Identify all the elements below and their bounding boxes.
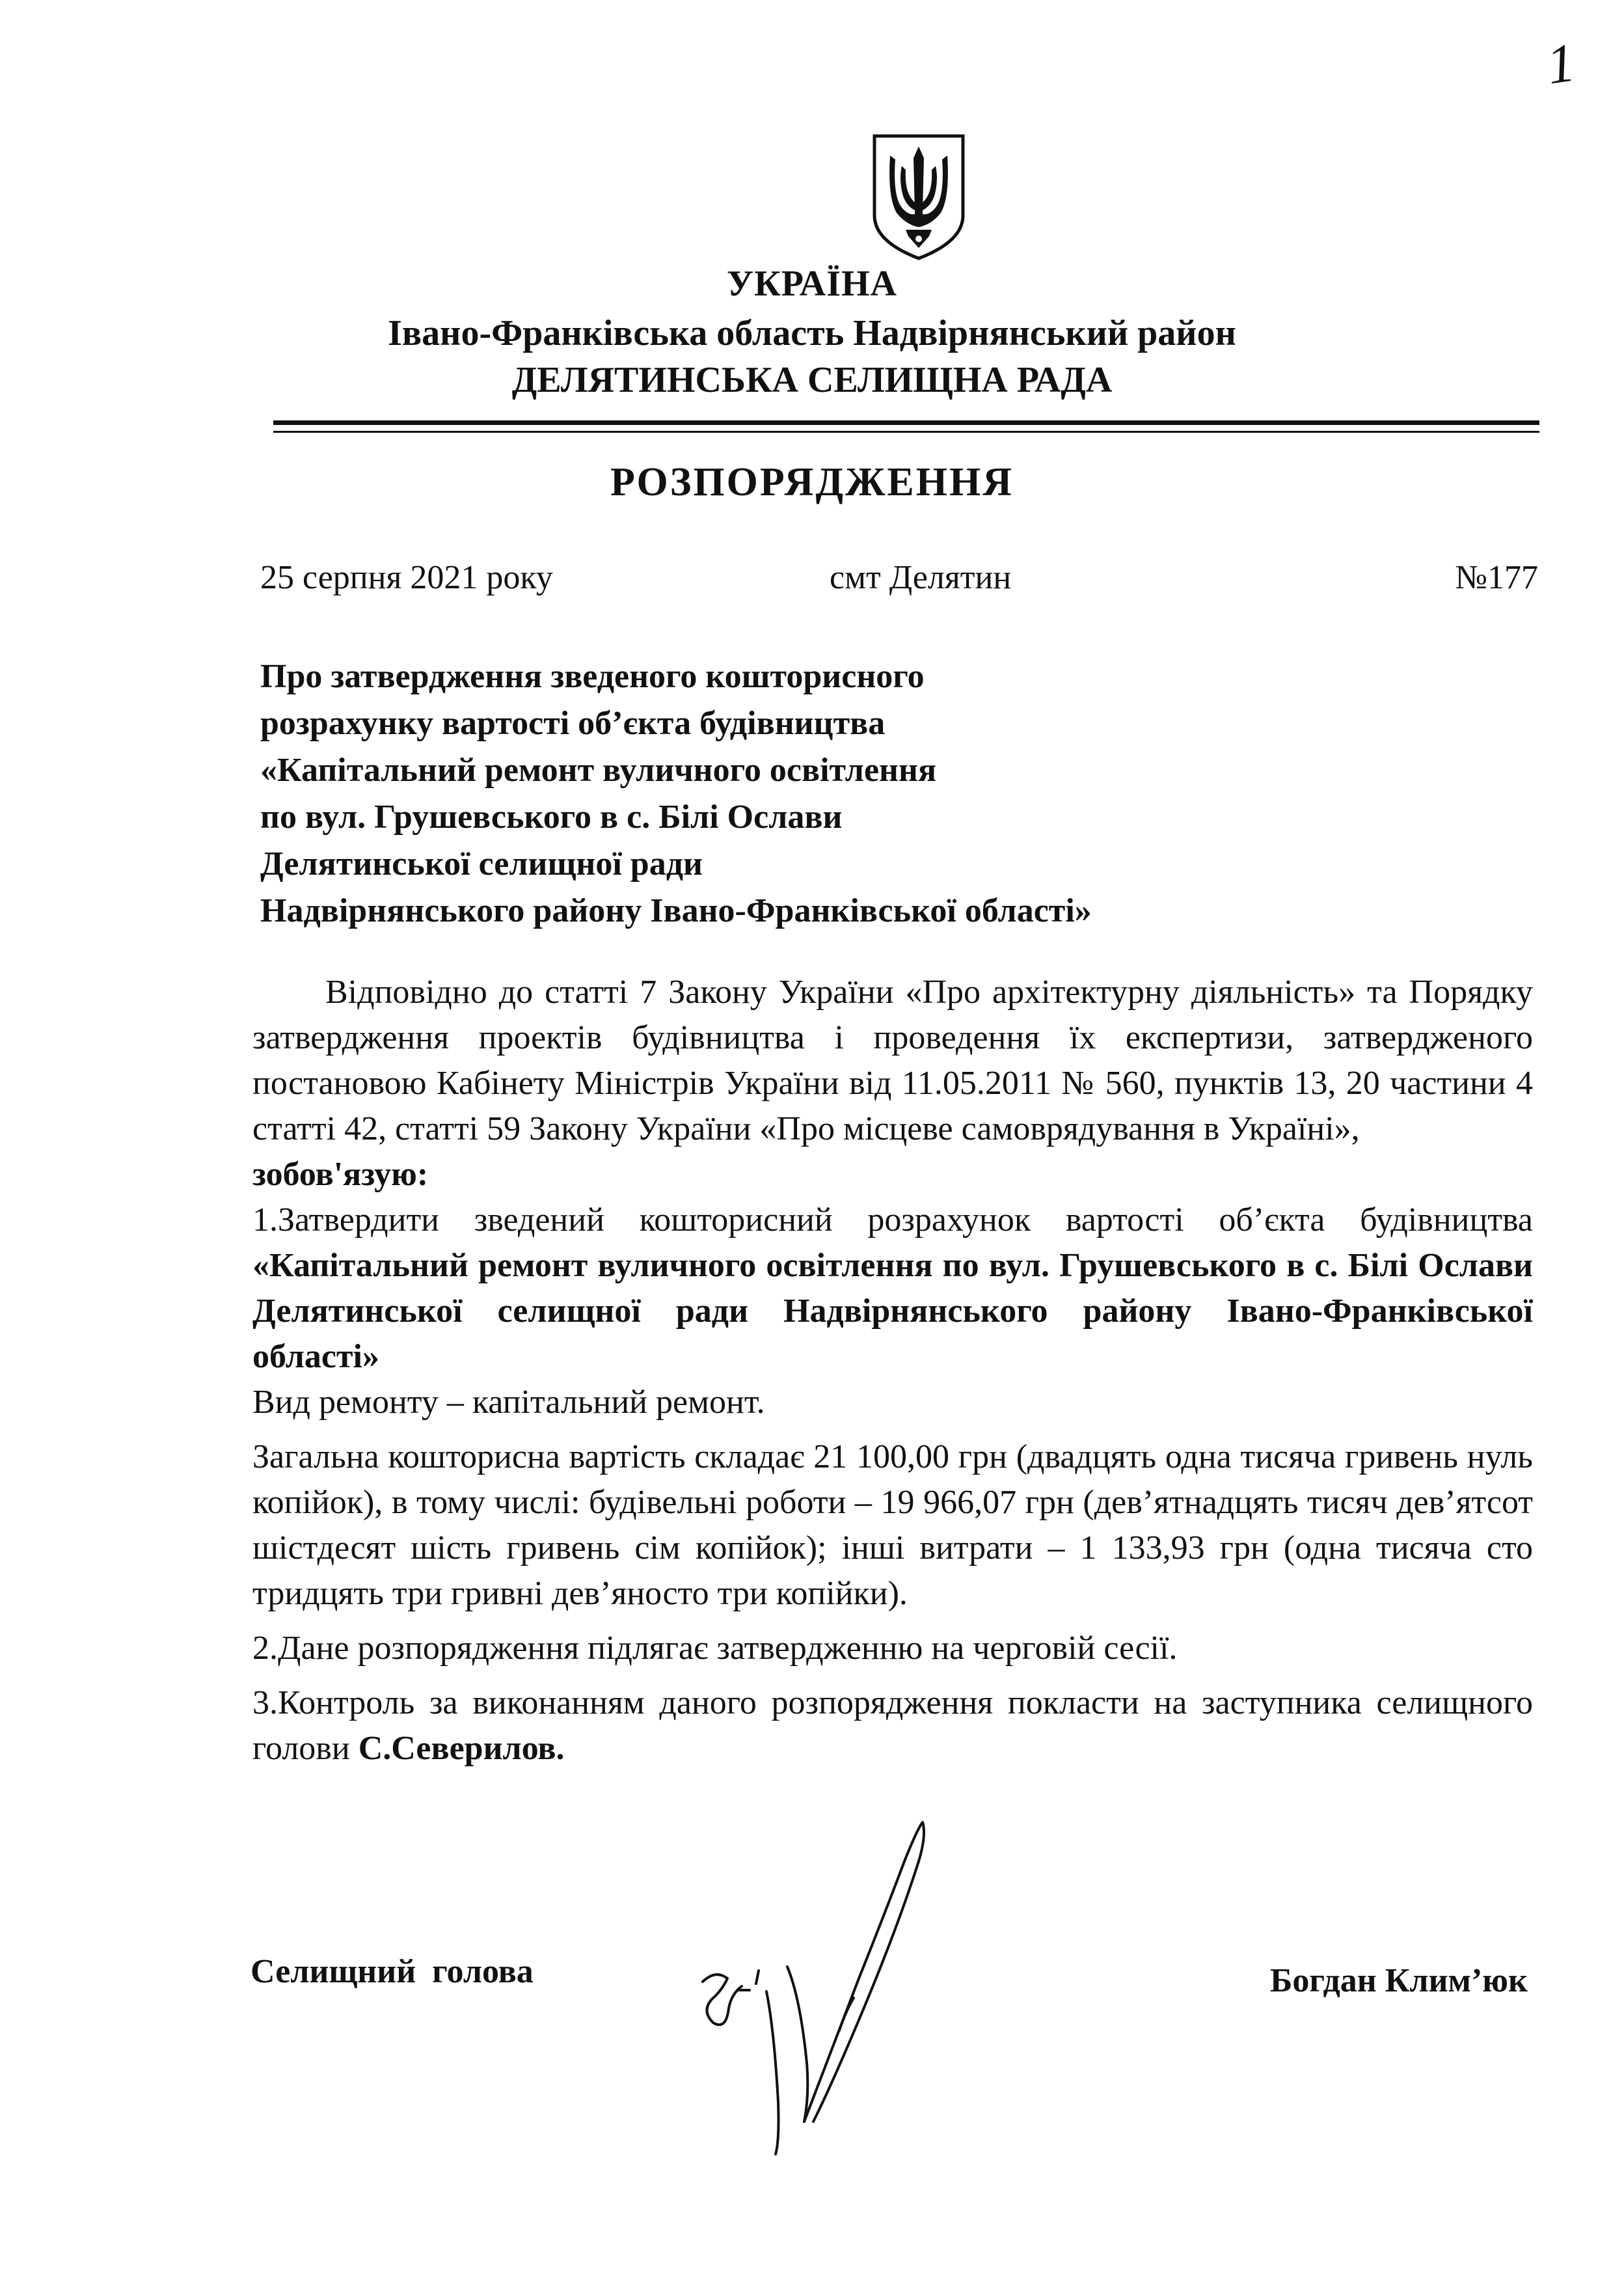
item-3 [252, 1680, 1533, 1771]
item-1-object: «Капітальний ремонт вуличного освітлення по вул. Грушевського в с. Білі Ослави Делятинської селищної ради Надвірнянського району Івано-Франківської області» [252, 1247, 1533, 1375]
item-3-name: С.Северилов. [358, 1730, 565, 1767]
repair-type-line: Вид ремонту – капітальний ремонт. [252, 1384, 765, 1421]
oblige-line: зобов'язую: [252, 1156, 429, 1193]
header-rule-thick [273, 420, 1539, 425]
document-place: смт Делятин [830, 559, 1012, 596]
subject-line: Про затвердження зведеного кошторисного [260, 658, 925, 695]
document-date: 25 серпня 2021 року [260, 559, 553, 596]
header-rule-thin [273, 431, 1539, 433]
item-2: 2.Дане розпорядження підлягає затвердженню на черговій сесії. [252, 1630, 1178, 1667]
council-heading: ДЕЛЯТИНСЬКА СЕЛИЩНА РАДА [511, 360, 1113, 400]
subject-line: Надвірнянського району Івано-Франківської області» [260, 892, 1092, 929]
region-heading: Івано-Франківська область Надвірнянський район [388, 313, 1236, 353]
signatory-title: Селищний голова [250, 1953, 534, 1990]
preamble-paragraph: Відповідно до статті 7 Закону України «Про архітектурну діяльність» та Порядку затвердження проектів будівництва і проведення їх експертизи, затвердженого постановою Кабінету Міністрів України від 11.05.2011 № 560, пунктів 13, 20 частини 4 статті 42, статті 59 Закону України «Про місцеве самоврядування в Україні», [252, 974, 1533, 1147]
signatory-name: Богдан Клим’юк [1270, 1962, 1528, 1999]
page-number: 1 [1543, 32, 1579, 96]
document-body [252, 970, 1533, 1771]
subject-line: Делятинської селищної ради [260, 845, 703, 882]
document-type-title: РОЗПОРЯДЖЕННЯ [610, 460, 1014, 504]
subject-line: «Капітальний ремонт вуличного освітлення [260, 752, 937, 789]
total-cost-paragraph: Загальна кошторисна вартість складає 21 100,00 грн (двадцять одна тисяча гривень нуль копійок), в тому числі: будівельні роботи – 19 966,07 грн (дев’ятнадцять тисяч дев’ятсот шістдесят шість гривень сім копійок); інші витрати – 1 133,93 грн (одна тисяча сто тридцять три гривні дев’яносто три копійки). [252, 1438, 1533, 1612]
subject-line: розрахунку вартості об’єкта будівництва [260, 705, 886, 742]
item-3-text: 3.Контроль за виконанням даного розпорядження покласти на заступника селищного голови [252, 1684, 1533, 1767]
country-heading: УКРАЇНА [727, 264, 897, 304]
item-1 [252, 1197, 1533, 1380]
subject-block [260, 653, 1301, 935]
trident-emblem-icon [871, 132, 967, 262]
item-1-text: 1.Затвердити зведений кошторисний розрахунок вартості об’єкта будівництва [252, 1201, 1533, 1238]
subject-line: по вул. Грушевського в с. Білі Ослави [260, 799, 843, 836]
handwritten-signature [690, 1816, 963, 2161]
document-number: №177 [1455, 559, 1538, 596]
